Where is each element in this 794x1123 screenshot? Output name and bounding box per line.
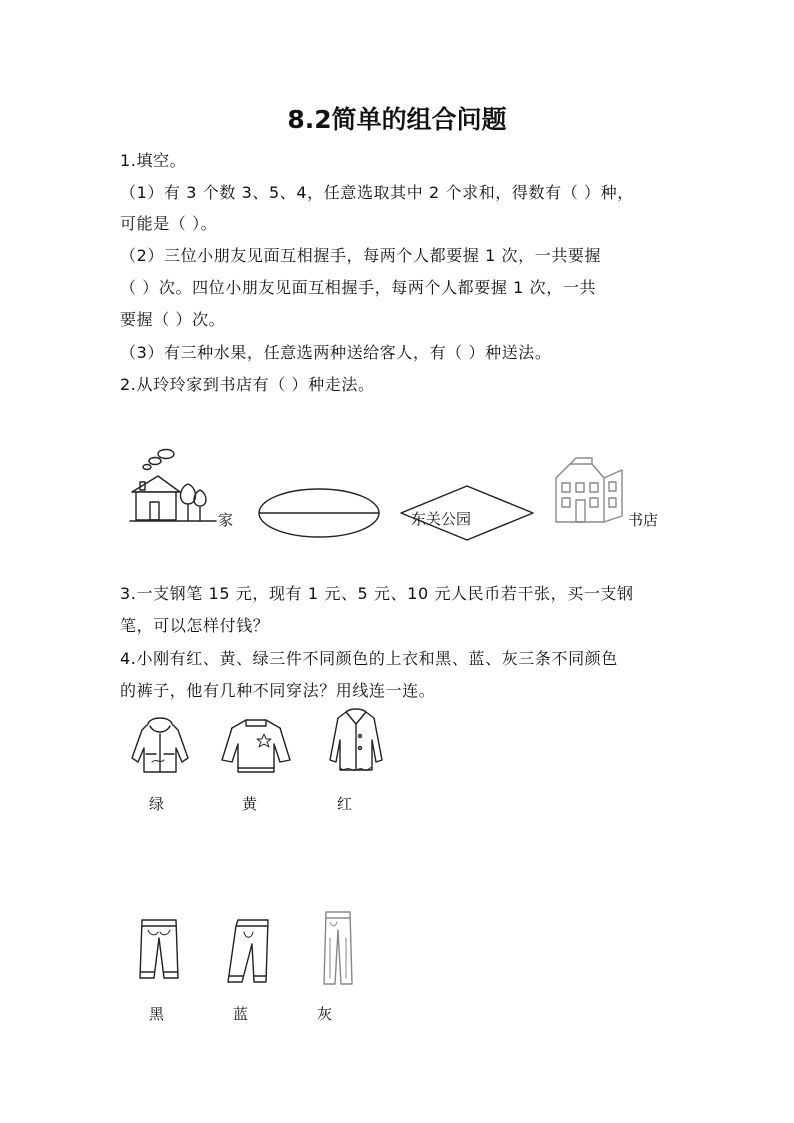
page-title: 8.2简单的组合问题: [287, 105, 507, 134]
building-icon: [552, 456, 626, 524]
park-label: 东关公园: [411, 510, 472, 528]
q1-part2-line2: （ ）次。四位小朋友见面互相握手，每两个人都要握 1 次，一共: [120, 278, 597, 297]
hooded-jacket-icon[interactable]: [126, 714, 194, 776]
pants-label-blue: 蓝: [233, 1005, 249, 1023]
house-icon: [128, 446, 218, 524]
sweater-icon[interactable]: [218, 714, 294, 776]
home-label: 家: [218, 511, 234, 529]
q1-part3-line1: （3）有三种水果，任意选两种送给客人，有（ ）种送法。: [120, 343, 552, 362]
q2-text: 2.从玲玲家到书店有（ ）种走法。: [120, 375, 375, 394]
q3-line1: 3.一支钢笔 15 元，现有 1 元、5 元、10 元人民币若干张，买一支钢: [120, 584, 634, 603]
pants-gray-icon[interactable]: [318, 908, 358, 988]
q1-part1-line1: （1）有 3 个数 3、5、4，任意选取其中 2 个求和，得数有（ ）种，: [120, 183, 634, 202]
pants-label-black: 黑: [149, 1005, 165, 1023]
q1-part2-line3: 要握（ ）次。: [120, 310, 226, 329]
q4-line2: 的裤子，他有几种不同穿法？用线连一连。: [120, 681, 436, 700]
route-ellipse-shape: [256, 486, 382, 540]
q1-part2-line1: （2）三位小朋友见面互相握手，每两个人都要握 1 次，一共要握: [120, 246, 602, 265]
store-label: 书店: [628, 511, 659, 529]
pants-label-gray: 灰: [317, 1005, 333, 1023]
q1-heading: 1.填空。: [120, 151, 187, 170]
q1-part1-line2: 可能是（ ）。: [120, 214, 218, 233]
pants-black-icon[interactable]: [136, 916, 182, 982]
q4-line1: 4.小刚有红、黄、绿三件不同颜色的上衣和黑、蓝、灰三条不同颜色: [120, 649, 618, 668]
jacket-label-red: 红: [337, 795, 353, 813]
fur-coat-icon[interactable]: [324, 706, 388, 776]
jacket-label-green: 绿: [149, 795, 165, 813]
pants-blue-icon[interactable]: [222, 916, 274, 986]
q3-line2: 笔，可以怎样付钱？: [120, 616, 270, 635]
jacket-label-yellow: 黄: [242, 795, 258, 813]
